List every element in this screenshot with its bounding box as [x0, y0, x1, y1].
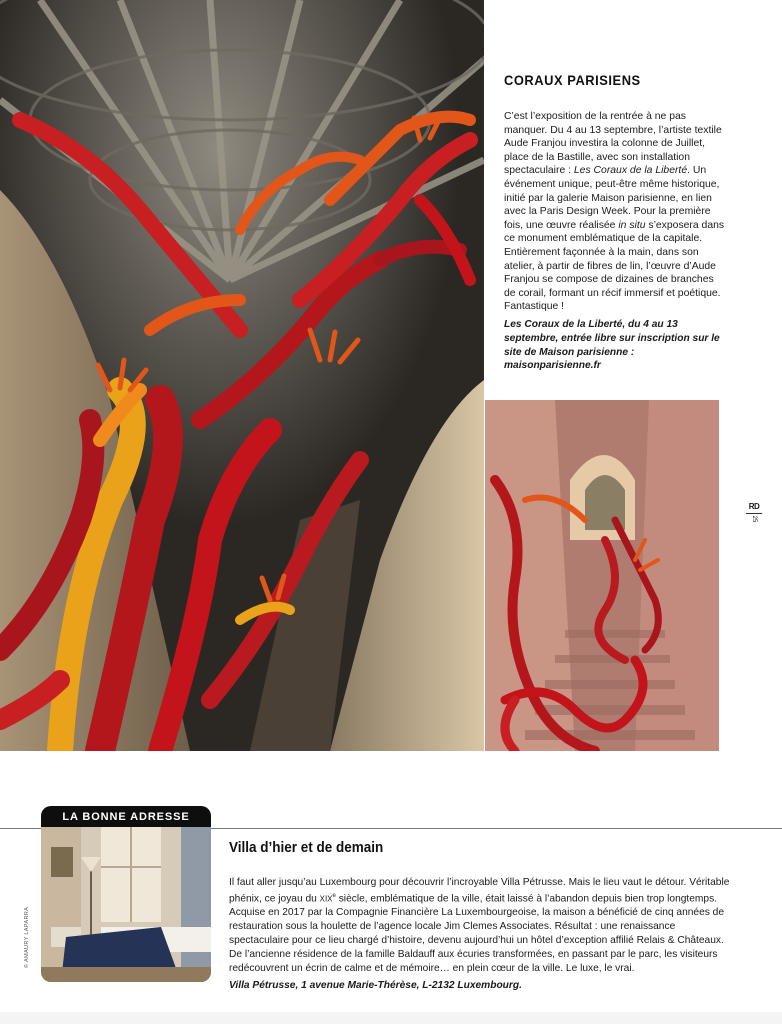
- article2-body: [229, 876, 737, 976]
- body-text: s’exposera dans ce monument emblématique de la capitale. Entièrement façonnée à la main, dans son atelier, à partir de fibres de lin, l’œuvre d’Aude Franjou se compose de dizaines de branches de corail, formant un récif immersif et poétique. Fantastique !: [504, 219, 725, 313]
- bonne-adresse-box: [41, 806, 211, 982]
- page-number: 25: [751, 515, 757, 523]
- body-text: Il faut aller jusqu’au Luxembourg pour découvrir l’incroyable Villa Pétrusse. Mais le lieu vaut le détour. Véritable phénix, ce joyau du: [229, 877, 730, 905]
- coral-installation-image: [0, 0, 484, 751]
- hotel-room-image: [41, 827, 211, 982]
- article2-title: Villa d’hier et de demain: [229, 839, 384, 856]
- info-details: , du 4 au 13 septembre, entrée libre sur inscription sur le site de Maison parisienne : maisonparisienne.fr: [504, 318, 720, 372]
- century-suffix: e: [332, 892, 336, 899]
- page-marker: [743, 502, 765, 522]
- photo-credit: © AMAURY LAPARRA: [24, 906, 30, 968]
- body-text: De l’ancienne résidence de la famille Baldauff aux écuries transformées, en passant par le parc, les visiteurs redécouvrent un écrin de calme et de mémoire… en plein cœur de la ville. Le luxe, le vrai.: [229, 948, 718, 974]
- article-body: [504, 110, 726, 314]
- in-situ-text: in situ: [618, 219, 646, 231]
- work-title: Les Coraux de la Liberté: [573, 165, 688, 177]
- article-title: CORAUX PARISIENS: [504, 72, 641, 88]
- coraux-article: [504, 72, 726, 373]
- century-text: XIX: [319, 894, 333, 904]
- info-title: Les Coraux de la Liberté: [504, 318, 623, 330]
- villa-article: [229, 839, 737, 993]
- body-text: C’est l’exposition de la rentrée à ne pas manquer. Du 4 au 13 septembre, l’artiste textile Aude Franjou investira la colonne de Juillet, place de la Bastille, avec son installation spectaculaire :: [504, 111, 722, 177]
- villa-room-photo: [41, 827, 211, 982]
- article2-address: Villa Pétrusse, 1 avenue Marie-Thérèse, L-2132 Luxembourg.: [229, 979, 522, 991]
- stair-installation-image: [485, 400, 719, 751]
- body-text: . Un événement unique, peut-être même historique, initié par la galerie Maison parisienne, en lien avec la Paris Design Week. Pour la première fois, une œuvre réalisée: [504, 165, 720, 231]
- bonne-adresse-header: LA BONNE ADRESSE: [41, 806, 211, 827]
- magazine-logo: RD: [748, 502, 760, 511]
- stair-coral-photo: [485, 400, 719, 751]
- main-coral-photo: [0, 0, 484, 751]
- bottom-band: [0, 1012, 782, 1024]
- body-text: siècle, emblématique de la ville, était laissé à l’abandon depuis bien trop longtemps. Acquise en 2017 par la Compagnie Financière La Luxembourgeoise, la maison a bénéficié de cinq années de restauration sous la houlette de l’agence locale Jim Clemes Associates. Résultat : une renaissance spectaculaire pour ce lieu chargé d’histoire, devenu aujourd’hui un hôtel d’exception affilié Relais & Châteaux.: [229, 893, 724, 947]
- article-practical-info: [504, 318, 726, 373]
